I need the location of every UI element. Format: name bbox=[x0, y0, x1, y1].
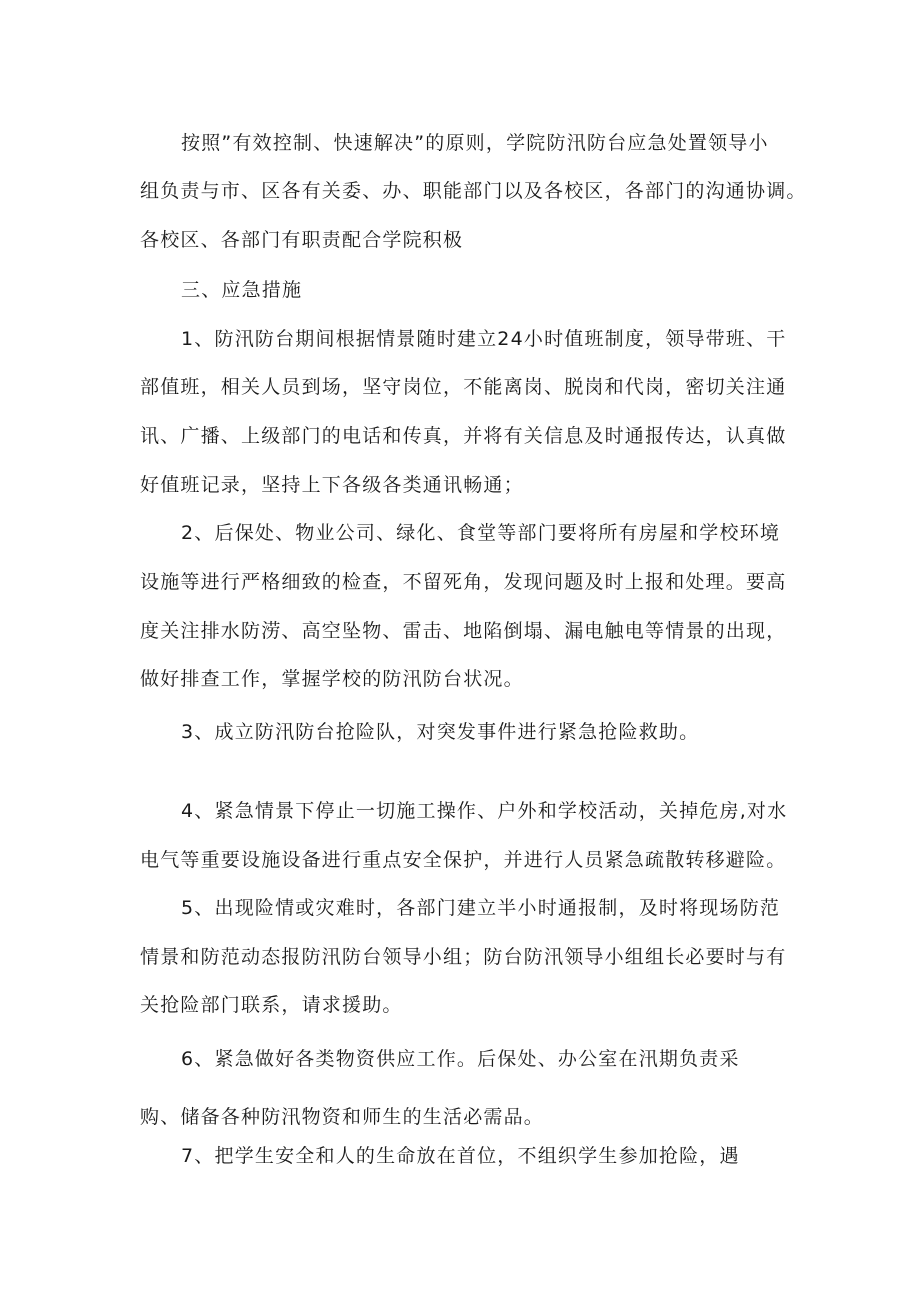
text-line: 各校区、各部门有职责配合学院积极 bbox=[140, 229, 464, 251]
text-line: 讯、广播、上级部门的电话和传真，并将有关信息及时通报传达，认真做 bbox=[140, 425, 787, 447]
text-line: 4、紧急情景下停止一切施工操作、户外和学校活动，关掉危房,对水 bbox=[181, 800, 788, 822]
text-line: 组负责与市、区各有关委、办、职能部门以及各校区，各部门的沟通协调。 bbox=[140, 180, 807, 202]
text-line: 好值班记录，坚持上下各级各类通讯畅通； bbox=[140, 474, 524, 496]
text-line: 情景和防范动态报防汛防台领导小组；防台防汛领导小组组长必要时与有 bbox=[140, 946, 787, 968]
text-line: 度关注排水防涝、高空坠物、雷击、地陷倒塌、漏电触电等情景的出现， bbox=[140, 620, 787, 642]
text-line: 2、后保处、物业公司、绿化、食堂等部门要将所有房屋和学校环境 bbox=[181, 522, 781, 544]
heading-text: 三、应急措施 bbox=[181, 279, 303, 301]
text-line: 购、储备各种防汛物资和师生的生活必需品。 bbox=[140, 1106, 545, 1128]
text-line: 1、防汛防台期间根据情景随时建立24小时值班制度，领导带班、干 bbox=[181, 328, 787, 350]
text-line: 关抢险部门联系，请求援助。 bbox=[140, 994, 403, 1016]
text-line: 设施等进行严格细致的检查，不留死角，发现问题及时上报和处理。要高 bbox=[140, 571, 787, 593]
text-line: 按照”有效控制、快速解决”的原则，学院防汛防台应急处置领导小 bbox=[181, 132, 769, 154]
text-line: 做好排查工作，掌握学校的防汛防台状况。 bbox=[140, 668, 524, 690]
text-line: 3、成立防汛防台抢险队，对突发事件进行紧急抢险救助。 bbox=[181, 721, 700, 743]
text-line: 电气等重要设施设备进行重点安全保护，并进行人员紧急疏散转移避险。 bbox=[140, 849, 787, 871]
text-line: 5、出现险情或灾难时，各部门建立半小时通报制，及时将现场防范 bbox=[181, 897, 781, 919]
text-line: 7、把学生安全和人的生命放在首位，不组织学生参加抢险，遇 bbox=[181, 1145, 740, 1167]
text-line: 6、紧急做好各类物资供应工作。后保处、办公室在汛期负责采 bbox=[181, 1048, 740, 1070]
text-line: 部值班，相关人员到场，坚守岗位，不能离岗、脱岗和代岗，密切关注通 bbox=[140, 376, 787, 398]
